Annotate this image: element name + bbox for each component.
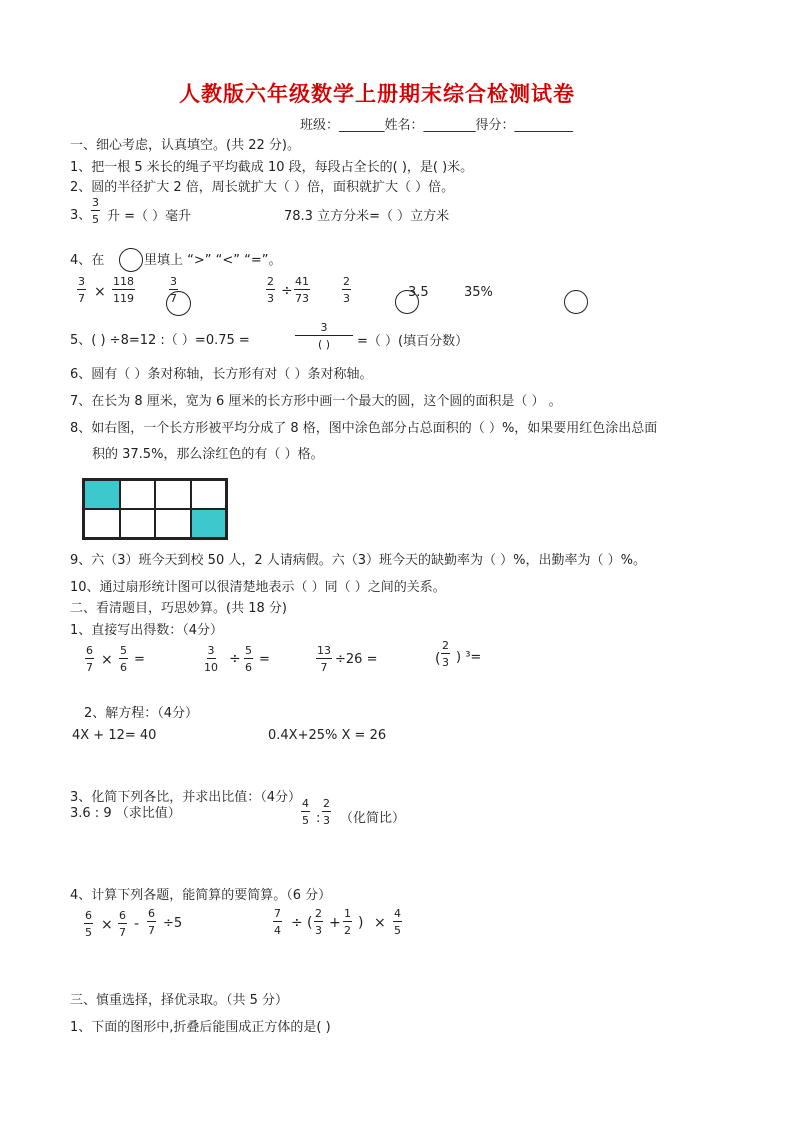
p4e2-fraction-3 xyxy=(343,908,352,936)
grid-cell xyxy=(120,509,156,538)
p1e2-fraction-2 xyxy=(244,645,253,673)
numerator: 4 xyxy=(394,907,401,920)
ratio-item-2-tail: （化简比） xyxy=(340,811,406,826)
q4c-right-value: 35% xyxy=(464,285,493,300)
p4e2-fraction-4 xyxy=(393,908,402,936)
p4e2-operator-2: + xyxy=(329,915,341,931)
question-9: 9、六（3）班今天到校 50 人，2 人请病假。六（3）班今天的缺勤率为（ ）%，出勤率为（ ）%。 xyxy=(70,553,646,568)
p1e2-fraction-1 xyxy=(204,645,218,673)
question-3-right: 78.3 立方分米=（ ）立方米 xyxy=(284,209,450,224)
section3-heading: 三、慎重选择，择优录取。（共 5 分） xyxy=(70,993,289,1008)
p1e1-equals: = xyxy=(134,652,145,667)
ratio-colon: : xyxy=(316,811,321,826)
rectangle-grid xyxy=(82,478,228,540)
grid-cell xyxy=(155,480,191,509)
numerator: 5 xyxy=(245,644,252,657)
section1-heading: 一、细心考虑，认真填空。(共 22 分)。 xyxy=(70,138,300,153)
compare-circle-icon xyxy=(166,291,191,316)
p1e4-open-paren: ( xyxy=(435,651,441,667)
equation-2: 0.4X+25% X = 26 xyxy=(268,728,387,743)
ratio-item-1: 3.6 : 9 （求比值） xyxy=(70,806,181,821)
q4b-operator: ÷ xyxy=(281,283,293,299)
grid-cell xyxy=(155,509,191,538)
denominator: 3 xyxy=(315,924,322,937)
section2-heading: 二、看清题目，巧思妙算。(共 18 分) xyxy=(70,601,287,616)
numerator: 2 xyxy=(343,275,350,288)
numerator: 118 xyxy=(113,275,134,288)
question-4-intro: 4、在 xyxy=(70,253,105,268)
p1e1-fraction-2 xyxy=(119,645,128,673)
p1e2-operator: ÷ xyxy=(229,651,241,667)
compare-circle-icon xyxy=(564,290,588,314)
denominator: 5 xyxy=(85,926,92,939)
p1e4-tail: ) ³= xyxy=(456,650,482,665)
p4e1-fraction-2 xyxy=(118,910,127,938)
denominator: 3 xyxy=(442,656,449,669)
student-info-line: 班级：_______姓名：________得分：_________ xyxy=(300,118,574,133)
p4e1-fraction-3 xyxy=(147,908,156,936)
question-7: 7、在长为 8 厘米，宽为 6 厘米的长方形中画一个最大的圆，这个圆的面积是（ ） 。 xyxy=(70,394,562,409)
denominator: 5 xyxy=(92,213,99,226)
numerator: 3 xyxy=(92,196,99,209)
question-8-line-1: 8、如右图，一个长方形被平均分成了 8 格，图中涂色部分占总面积的（ ）%，如果要用红色涂出总面 xyxy=(70,421,658,436)
numerator: 4 xyxy=(302,797,309,810)
q4b-fraction-2 xyxy=(294,276,310,304)
denominator: 3 xyxy=(343,292,350,305)
numerator: 5 xyxy=(120,644,127,657)
page-title: 人教版六年级数学上册期末综合检测试卷 xyxy=(179,82,575,106)
denominator: 6 xyxy=(120,661,127,674)
denominator: 3 xyxy=(323,814,330,827)
compare-circle-icon xyxy=(119,248,143,272)
q4b-fraction-3 xyxy=(342,276,351,304)
numerator: 6 xyxy=(86,644,93,657)
p4e2-open-paren: ( xyxy=(307,915,313,931)
ratio-fraction-1 xyxy=(301,798,310,826)
denominator: 73 xyxy=(295,292,309,305)
grid-cell xyxy=(84,509,120,538)
numerator: 13 xyxy=(317,644,331,657)
denominator: 5 xyxy=(302,814,309,827)
numerator: 41 xyxy=(295,275,309,288)
numerator: 6 xyxy=(119,909,126,922)
denominator: 7 xyxy=(320,661,328,674)
question-6: 6、圆有（ ）条对称轴，长方形有对（ ）条对称轴。 xyxy=(70,367,373,382)
denominator: 7 xyxy=(78,292,85,305)
question-3-fraction xyxy=(91,197,100,225)
grid-cell-shaded xyxy=(191,509,227,538)
numerator: 6 xyxy=(148,907,155,920)
numerator: 6 xyxy=(85,909,92,922)
denominator: ( ) xyxy=(317,338,331,351)
ratio-fraction-2 xyxy=(322,798,331,826)
part4-label: 4、计算下列各题，能简算的要简算。（6 分） xyxy=(70,888,332,903)
p1e3-tail: ÷26 = xyxy=(335,652,378,667)
numerator: 2 xyxy=(323,797,330,810)
p1e1-fraction-1 xyxy=(85,645,94,673)
p1e2-equals: = xyxy=(259,652,270,667)
part1-label: 1、直接写出得数：（4分） xyxy=(70,623,224,638)
p4e2-close-paren: ) xyxy=(358,915,364,931)
p4e1-fraction-1 xyxy=(84,910,93,938)
numerator: 3 xyxy=(207,644,215,657)
equation-1: 4X + 12= 40 xyxy=(72,728,157,743)
question-5-fraction xyxy=(296,322,352,350)
section3-question-1: 1、下面的图形中,折叠后能围成正方体的是( ) xyxy=(70,1020,331,1035)
p4e2-fraction-2 xyxy=(314,908,323,936)
p4e1-operator-1: × xyxy=(101,917,113,933)
question-3-text: 升 =（ ）毫升 xyxy=(107,209,192,224)
p4e1-tail: ÷5 xyxy=(163,916,183,931)
denominator: 3 xyxy=(267,292,274,305)
q4b-fraction-1 xyxy=(266,276,275,304)
numerator: 2 xyxy=(267,275,274,288)
numerator: 3 xyxy=(295,322,353,336)
p1e1-operator: × xyxy=(101,652,113,668)
denominator: 7 xyxy=(86,661,93,674)
denominator: 6 xyxy=(245,661,252,674)
denominator: 7 xyxy=(119,926,126,939)
numerator: 2 xyxy=(442,639,449,652)
p1e4-fraction xyxy=(441,640,450,668)
numerator: 1 xyxy=(344,907,351,920)
grid-cell-shaded xyxy=(84,480,120,509)
p4e2-operator-3: × xyxy=(374,915,386,931)
denominator: 10 xyxy=(204,661,218,674)
q4a-fraction-2 xyxy=(112,276,135,304)
p4e2-fraction-1 xyxy=(273,908,282,936)
numerator: 3 xyxy=(170,275,177,288)
denominator: 119 xyxy=(113,292,134,305)
p4e2-operator-1: ÷ xyxy=(291,915,303,931)
p4e1-operator-2: - xyxy=(134,916,140,932)
numerator: 7 xyxy=(274,907,281,920)
question-5-left: 5、( ) ÷8=12 :（ ）=0.75 = xyxy=(70,333,250,348)
part3-label: 3、化简下列各比，并求出比值：（4分） xyxy=(70,790,302,805)
denominator: 5 xyxy=(394,924,401,937)
numerator: 2 xyxy=(315,907,322,920)
numerator: 3 xyxy=(78,275,85,288)
q4a-operator: × xyxy=(94,284,106,300)
grid-cell xyxy=(120,480,156,509)
question-8-line-2: 积的 37.5%，那么涂红色的有（ ）格。 xyxy=(92,447,324,462)
question-2: 2、圆的半径扩大 2 倍，周长就扩大（ ）倍，面积就扩大（ ）倍。 xyxy=(70,180,455,195)
denominator: 2 xyxy=(344,924,351,937)
question-3-prefix: 3、 xyxy=(70,208,92,223)
denominator: 7 xyxy=(170,292,177,305)
question-10: 10、通过扇形统计图可以很清楚地表示（ ）同（ ）之间的关系。 xyxy=(70,580,446,595)
p1e3-fraction-1 xyxy=(316,645,332,673)
grid-cell xyxy=(191,480,227,509)
q4c-left-value: 3.5 xyxy=(408,285,429,300)
question-1: 1、把一根 5 米长的绳子平均截成 10 段，每段占全长的( )，是( )米。 xyxy=(70,160,474,175)
question-4-instruction: 里填上 “>” “<” “=”。 xyxy=(144,253,282,268)
question-5-right: =（ ）(填百分数） xyxy=(357,334,469,349)
denominator: 4 xyxy=(274,924,281,937)
part2-label: 2、解方程：（4分） xyxy=(84,706,199,721)
denominator: 7 xyxy=(148,924,155,937)
q4a-fraction-1 xyxy=(77,276,86,304)
